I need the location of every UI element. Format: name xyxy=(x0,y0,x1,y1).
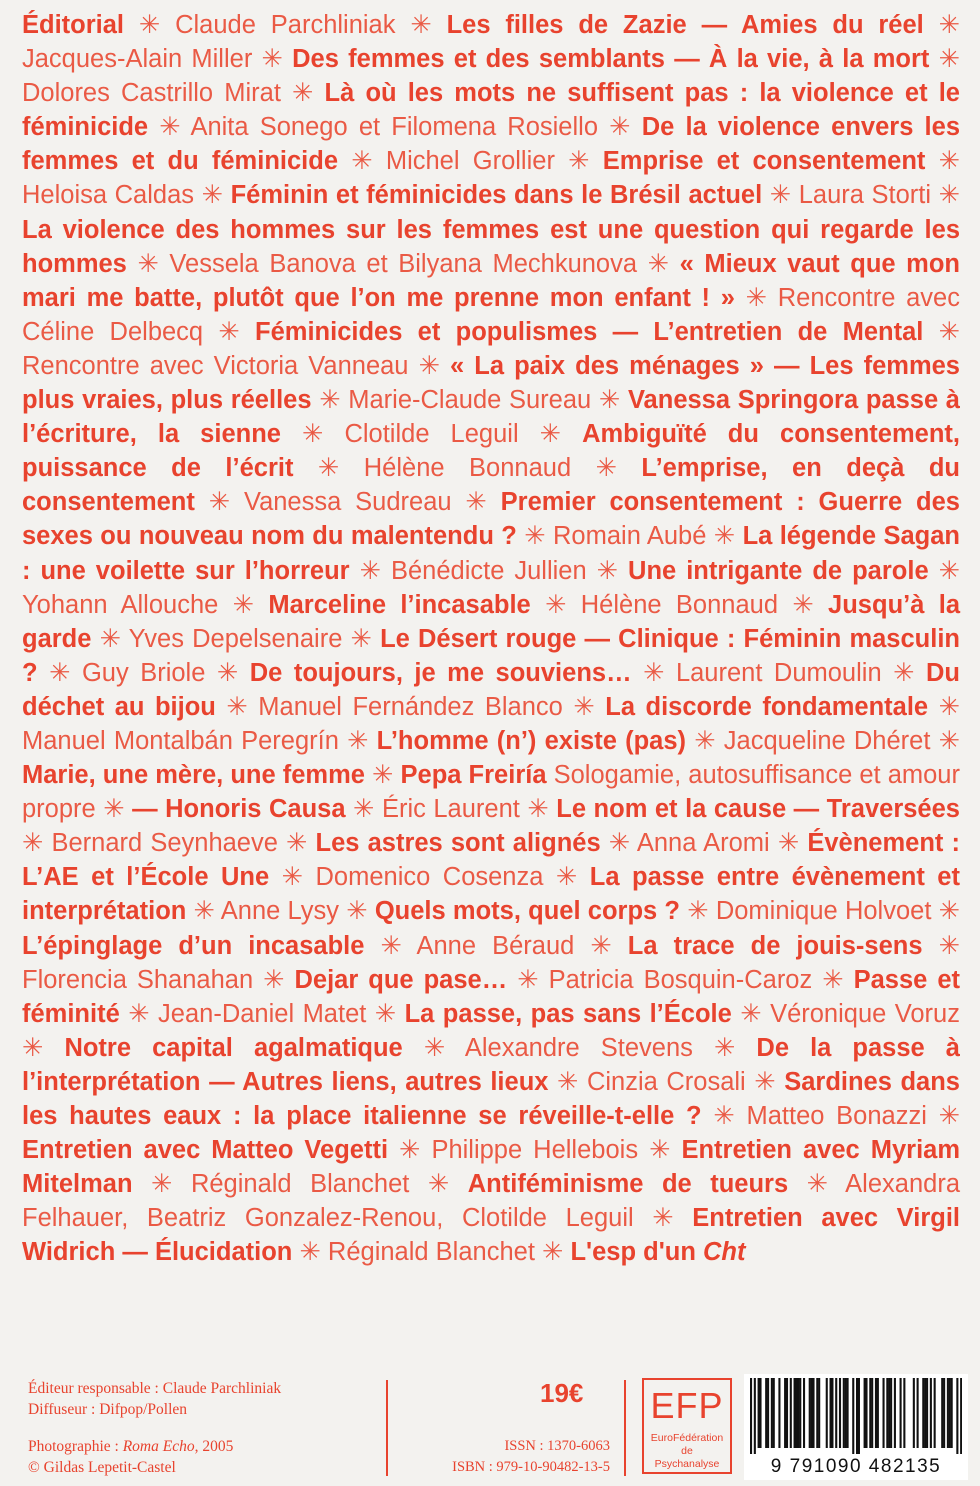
author-name: Vanessa Sudreau xyxy=(243,488,452,517)
article-title: Emprise et consentement xyxy=(602,147,926,176)
separator-asterisk: ✳ xyxy=(218,590,269,619)
author-name: Éric Laurent xyxy=(381,795,520,824)
author-name: Anne Béraud xyxy=(416,931,575,960)
separator-asterisk: ✳ xyxy=(778,590,829,619)
isbn-barcode xyxy=(744,1374,968,1480)
barcode-bar xyxy=(812,1378,814,1448)
author-name: Philippe Hellebois xyxy=(431,1136,639,1165)
barcode-bar xyxy=(809,1378,811,1448)
publisher-info xyxy=(28,1378,281,1420)
author-name: Manuel Montalbán Peregrín xyxy=(22,726,339,755)
author-name: Rencontre avec Céline Delbecq xyxy=(22,283,960,346)
separator-asterisk: ✳ xyxy=(402,1033,465,1062)
efp-logo-mark: EFP xyxy=(650,1385,724,1426)
author-name: Rencontre avec Victoria Vanneau xyxy=(22,351,409,380)
separator-asterisk: ✳ xyxy=(364,931,417,960)
separator-asterisk: ✳ xyxy=(745,1067,785,1096)
barcode-bar xyxy=(786,1378,788,1448)
editor-line: Éditeur responsable : Claude Parchliniak xyxy=(28,1380,282,1397)
barcode-bar xyxy=(864,1378,866,1448)
separator-asterisk: ✳ xyxy=(631,658,676,687)
barcode-bar xyxy=(845,1378,847,1448)
article-title: De la violence envers les femmes et du féminicide xyxy=(22,113,961,176)
barcode-bar xyxy=(839,1378,841,1448)
separator-asterisk: ✳ xyxy=(638,1136,682,1165)
article-title: Quels mots, quel corps ? xyxy=(374,897,681,926)
separator-asterisk: ✳ xyxy=(119,999,159,1028)
separator-asterisk: ✳ xyxy=(395,11,447,39)
barcode-bar xyxy=(799,1378,801,1448)
author-name: Clotilde Leguil xyxy=(344,420,519,449)
barcode-bar xyxy=(926,1378,928,1448)
barcode-bar xyxy=(795,1378,797,1448)
barcode-bars xyxy=(750,1378,962,1454)
author-name: Alexandra Felhauer, Beatriz Gonzalez-Renou, Clotilde Leguil xyxy=(22,1170,960,1233)
separator-asterisk: ✳ xyxy=(534,1238,571,1267)
author-name: Laurent Dumoulin xyxy=(675,658,882,687)
barcode-bar xyxy=(858,1378,860,1454)
barcode-bar xyxy=(843,1378,845,1448)
separator-asterisk: ✳ xyxy=(345,795,382,824)
separator-asterisk: ✳ xyxy=(91,624,129,653)
separator-asterisk: ✳ xyxy=(926,1102,961,1130)
separator-asterisk: ✳ xyxy=(293,454,364,483)
barcode-bar xyxy=(871,1378,873,1448)
article-title: Éditorial xyxy=(22,11,125,39)
barcode-bar xyxy=(771,1378,773,1448)
author-name: Manuel Fernández Blanco xyxy=(258,692,563,721)
barcode-bar xyxy=(917,1378,919,1448)
separator-asterisk: ✳ xyxy=(519,795,557,824)
article-title: Du déchet au bijou xyxy=(22,658,960,721)
author-name: Patricia Bosquin-Caroz xyxy=(548,965,813,994)
separator-asterisk: ✳ xyxy=(280,79,325,108)
barcode-bar xyxy=(803,1378,805,1448)
barcode-bar xyxy=(818,1378,820,1448)
separator-asterisk: ✳ xyxy=(269,863,316,892)
separator-asterisk: ✳ xyxy=(633,1204,693,1233)
separator-asterisk: ✳ xyxy=(928,556,960,585)
separator-asterisk: ✳ xyxy=(148,113,191,142)
barcode-bar xyxy=(949,1378,951,1448)
barcode-bar xyxy=(875,1378,877,1448)
barcode-bar xyxy=(890,1378,892,1448)
barcode-bar xyxy=(778,1378,780,1448)
author-name: Michel Grollier xyxy=(385,147,555,176)
separator-asterisk: ✳ xyxy=(701,1102,747,1130)
article-title: Entretien avec Matteo Vegetti xyxy=(22,1136,389,1165)
separator-asterisk: ✳ xyxy=(342,624,381,653)
article-title: — Honoris Causa xyxy=(132,795,346,824)
author-name: Bénédicte Jullien xyxy=(390,556,587,585)
separator-asterisk: ✳ xyxy=(311,386,349,415)
efp-logo-text: EuroFédération de Psychanalyse xyxy=(650,1432,724,1470)
article-title: Vanessa Springora passe à l’écriture, la sienne xyxy=(22,386,960,449)
author-name: Marie-Claude Sureau xyxy=(348,386,592,415)
article-title: L’épinglage d’un incasable xyxy=(22,931,365,960)
article-title: Sardines dans les hautes eaux : la place italienne se réveille-t-elle ? xyxy=(22,1067,960,1130)
barcode-bar xyxy=(865,1378,867,1448)
price-label: 19€ xyxy=(540,1378,584,1408)
article-title: Premier consentement : Guerre des sexes ou nouveau nom du malentendu ? xyxy=(22,488,960,551)
barcode-bar xyxy=(816,1378,818,1448)
barcode-bar xyxy=(913,1378,915,1448)
article-title: L'esp d'un xyxy=(570,1238,696,1267)
distributor-line: Diffuseur : Difpop/Pollen xyxy=(28,1401,188,1418)
separator-asterisk: ✳ xyxy=(574,931,628,960)
barcode-bar xyxy=(888,1378,890,1448)
separator-asterisk: ✳ xyxy=(571,454,642,483)
copyright-line: © Gildas Lepetit-Castel xyxy=(28,1459,176,1476)
separator-asterisk: ✳ xyxy=(516,522,554,551)
separator-asterisk: ✳ xyxy=(543,863,590,892)
separator-asterisk: ✳ xyxy=(586,556,629,585)
article-title: La trace de jouis-sens xyxy=(627,931,923,960)
author-name: Véronique Voruz xyxy=(770,999,960,1028)
barcode-bar xyxy=(826,1378,828,1448)
barcode-bar xyxy=(856,1378,858,1454)
author-name: Matteo Bonazzi xyxy=(746,1102,927,1130)
separator-asterisk: ✳ xyxy=(126,249,170,278)
barcode-bar xyxy=(773,1378,775,1448)
barcode-bar xyxy=(830,1378,832,1448)
separator-asterisk: ✳ xyxy=(451,488,501,517)
barcode-bar xyxy=(750,1378,752,1454)
article-title: Marceline l’incasable xyxy=(268,590,531,619)
author-name: Jacques-Alain Miller xyxy=(22,45,253,74)
separator-asterisk: ✳ xyxy=(37,658,82,687)
barcode-bar xyxy=(877,1378,879,1448)
separator-asterisk: ✳ xyxy=(408,351,450,380)
author-name: Yohann Allouche xyxy=(22,590,219,619)
separator-asterisk: ✳ xyxy=(637,249,680,278)
separator-asterisk: ✳ xyxy=(124,11,176,39)
author-name: Laura Storti xyxy=(798,181,932,210)
barcode-bar xyxy=(903,1378,905,1448)
author-name: Anna Aromi xyxy=(636,829,770,858)
article-title: Ambiguïté du consentement, puissance de l’écrit xyxy=(22,420,960,483)
divider-rule xyxy=(386,1380,388,1476)
author-name: Jacqueline Dhéret xyxy=(723,726,931,755)
barcode-bar xyxy=(811,1378,813,1448)
barcode-bar xyxy=(794,1378,796,1448)
barcode-bar xyxy=(754,1378,756,1454)
author-name: Guy Briole xyxy=(81,658,206,687)
article-title: La passe, pas sans l’École xyxy=(404,999,732,1028)
separator-asterisk: ✳ xyxy=(530,590,581,619)
author-name: Jean-Daniel Matet xyxy=(158,999,367,1028)
back-cover-footer xyxy=(0,1366,980,1486)
article-title: Entretien avec Myriam Mitelman xyxy=(22,1136,961,1199)
article-title: « La paix des ménages » — Les femmes plus vraies, plus réelles xyxy=(22,351,960,415)
barcode-bar xyxy=(869,1378,871,1448)
separator-asterisk: ✳ xyxy=(277,829,316,858)
author-name: Yves Depelsenaire xyxy=(128,624,343,653)
author-name: Claude Parchliniak xyxy=(175,11,396,39)
article-title-italic: Cht xyxy=(703,1238,746,1267)
separator-asterisk: ✳ xyxy=(339,897,375,926)
article-title: Des femmes et des semblants — À la vie, à la mort xyxy=(292,45,930,74)
article-title: Le nom et la cause — Traversées xyxy=(556,795,960,824)
separator-asterisk: ✳ xyxy=(706,522,743,551)
separator-asterisk: ✳ xyxy=(186,897,221,926)
author-name: Dominique Holvoet xyxy=(715,897,932,926)
separator-asterisk: ✳ xyxy=(215,692,259,721)
barcode-bar xyxy=(943,1378,945,1448)
separator-asterisk: ✳ xyxy=(881,658,926,687)
separator-asterisk: ✳ xyxy=(366,999,405,1028)
barcode-bar xyxy=(765,1378,767,1448)
separator-asterisk: ✳ xyxy=(548,1067,587,1096)
author-name: Romain Aubé xyxy=(553,522,707,551)
separator-asterisk: ✳ xyxy=(338,147,386,176)
separator-asterisk: ✳ xyxy=(554,147,603,176)
separator-asterisk: ✳ xyxy=(686,726,724,755)
author-name: Réginald Blanchet xyxy=(327,1238,535,1267)
separator-asterisk: ✳ xyxy=(507,965,549,994)
divider-rule xyxy=(624,1380,626,1476)
separator-asterisk: ✳ xyxy=(929,45,960,74)
article-title: L’homme (n’) existe (pas) xyxy=(376,726,687,755)
article-title: La passe entre évènement et interprétation xyxy=(22,863,960,926)
author-name: Alexandre Stevens xyxy=(464,1033,693,1062)
article-title: Marie, une mère, une femme xyxy=(22,761,365,790)
barcode-bar xyxy=(960,1378,962,1454)
separator-asterisk: ✳ xyxy=(692,1033,757,1062)
article-title: La légende Sagan : une voilette sur l’horreur xyxy=(22,522,960,585)
author-name: Bernard Seynhaeve xyxy=(51,829,278,858)
separator-asterisk: ✳ xyxy=(925,147,960,176)
separator-asterisk: ✳ xyxy=(923,11,960,39)
barcode-bar xyxy=(835,1378,837,1448)
article-title: Dejar que pase… xyxy=(294,965,508,994)
barcode-bar xyxy=(956,1378,958,1454)
separator-asterisk: ✳ xyxy=(388,1136,432,1165)
separator-asterisk: ✳ xyxy=(22,1033,65,1062)
barcode-bar xyxy=(947,1378,949,1448)
efp-logo xyxy=(642,1378,732,1474)
article-title: Le Désert rouge — Clinique : Féminin masculin ? xyxy=(22,624,960,687)
article-title: Les astres sont alignés xyxy=(315,829,601,858)
author-name: Réginald Blanchet xyxy=(190,1170,410,1199)
barcode-bar xyxy=(894,1378,896,1448)
article-title: La discorde fondamentale xyxy=(605,692,929,721)
author-name: Cinzia Crosali xyxy=(586,1067,746,1096)
separator-asterisk: ✳ xyxy=(731,999,771,1028)
separator-asterisk: ✳ xyxy=(364,761,401,790)
photo-credits xyxy=(28,1436,233,1478)
author-name: Anne Lysy xyxy=(220,897,340,926)
barcode-bar xyxy=(941,1378,943,1448)
separator-asterisk: ✳ xyxy=(931,181,960,210)
separator-asterisk: ✳ xyxy=(928,692,960,721)
barcode-bar xyxy=(852,1378,854,1454)
table-of-contents xyxy=(22,8,960,1269)
article-title: Féminicides et populismes — L’entretien de Mental xyxy=(255,317,924,346)
article-title: Évènement : L’AE et l’École Une xyxy=(22,829,960,892)
separator-asterisk: ✳ xyxy=(591,386,628,415)
separator-asterisk: ✳ xyxy=(788,1170,846,1199)
barcode-bar xyxy=(847,1378,849,1448)
article-title: Les filles de Zazie — Amies du réel xyxy=(446,11,924,39)
article-title: Entretien avec Virgil Widrich — Élucidation xyxy=(22,1204,960,1267)
separator-asterisk: ✳ xyxy=(349,556,391,585)
separator-asterisk: ✳ xyxy=(95,795,133,824)
author-name: Dolores Castrillo Mirat xyxy=(22,79,281,108)
separator-asterisk: ✳ xyxy=(923,317,960,346)
separator-asterisk: ✳ xyxy=(931,897,960,926)
barcode-bar xyxy=(784,1378,786,1448)
separator-asterisk: ✳ xyxy=(680,897,716,926)
barcode-number: 9 791090 482135 xyxy=(770,1456,942,1477)
barcode-bar xyxy=(934,1378,936,1448)
separator-asterisk: ✳ xyxy=(930,726,960,755)
article-title: Jusqu’à la garde xyxy=(22,590,961,653)
separator-asterisk: ✳ xyxy=(253,965,295,994)
barcode-bar xyxy=(951,1378,953,1448)
separator-asterisk: ✳ xyxy=(562,692,606,721)
separator-asterisk: ✳ xyxy=(762,181,799,210)
author-name: Sologamie, autosuffisance et amour propre xyxy=(22,761,960,824)
separator-asterisk: ✳ xyxy=(292,1238,328,1267)
separator-asterisk: ✳ xyxy=(598,113,642,142)
isbn-line: ISBN : 979-10-90482-13-5 xyxy=(452,1459,610,1475)
article-title: De toujours, je me souviens… xyxy=(249,658,632,687)
barcode-bar xyxy=(924,1378,926,1448)
issn-block xyxy=(450,1436,610,1478)
article-title: Passe et féminité xyxy=(22,965,960,1028)
article-title: Pepa Freiría xyxy=(400,761,547,790)
barcode-bar xyxy=(758,1378,760,1448)
barcode-bar xyxy=(900,1378,902,1448)
barcode-bar xyxy=(790,1378,792,1448)
author-name: Hélène Bonnaud xyxy=(363,454,572,483)
separator-asterisk: ✳ xyxy=(734,283,778,312)
photo-line: Photographie : Roma Echo, 2005 xyxy=(28,1438,234,1455)
separator-asterisk: ✳ xyxy=(600,829,637,858)
article-title: De la passe à l’interprétation — Autres liens, autres lieux xyxy=(22,1033,960,1096)
separator-asterisk: ✳ xyxy=(203,317,256,346)
article-title: Une intrigante de parole xyxy=(628,556,929,585)
author-name: Vessela Banova et Bilyana Mechkunova xyxy=(169,249,638,278)
separator-asterisk: ✳ xyxy=(922,931,960,960)
author-name: Heloisa Caldas xyxy=(22,181,195,210)
barcode-bar xyxy=(767,1378,769,1448)
article-title: Là où les mots ne suffisent pas : la violence et le féminicide xyxy=(22,79,960,142)
author-name: Domenico Cosenza xyxy=(315,863,544,892)
separator-asterisk: ✳ xyxy=(22,829,52,858)
article-title: « Mieux vaut que mon mari me batte, plutôt que l’on me prenne mon enfant ! » xyxy=(22,249,960,312)
author-name: Florencia Shanahan xyxy=(22,965,254,994)
separator-asterisk: ✳ xyxy=(769,829,808,858)
separator-asterisk: ✳ xyxy=(338,726,377,755)
barcode-bar xyxy=(883,1378,885,1448)
author-name: Anita Sonego et Filomena Rosiello xyxy=(190,113,599,142)
separator-asterisk: ✳ xyxy=(194,488,244,517)
article-title: La violence des hommes sur les femmes est une question qui regarde les hommes xyxy=(22,215,960,278)
barcode-bar xyxy=(759,1378,761,1448)
article-title: Antiféminisme de tueurs xyxy=(467,1170,789,1199)
separator-asterisk: ✳ xyxy=(205,658,250,687)
article-title: Féminin et féminicides dans le Brésil actuel xyxy=(230,181,763,210)
separator-asterisk: ✳ xyxy=(812,965,854,994)
barcode-bar xyxy=(930,1378,932,1448)
separator-asterisk: ✳ xyxy=(280,420,345,449)
article-title: Notre capital agalmatique xyxy=(64,1033,403,1062)
author-name: Hélène Bonnaud xyxy=(580,590,779,619)
article-title: L’emprise, en deçà du consentement xyxy=(22,454,960,517)
issn-line: ISSN : 1370-6063 xyxy=(504,1438,610,1454)
separator-asterisk: ✳ xyxy=(132,1170,191,1199)
barcode-bar xyxy=(922,1378,924,1448)
separator-asterisk: ✳ xyxy=(518,420,583,449)
barcode-bar xyxy=(886,1378,888,1448)
separator-asterisk: ✳ xyxy=(409,1170,468,1199)
barcode-bar xyxy=(831,1378,833,1448)
separator-asterisk: ✳ xyxy=(194,181,231,210)
separator-asterisk: ✳ xyxy=(252,45,293,74)
barcode-bar xyxy=(797,1378,799,1448)
